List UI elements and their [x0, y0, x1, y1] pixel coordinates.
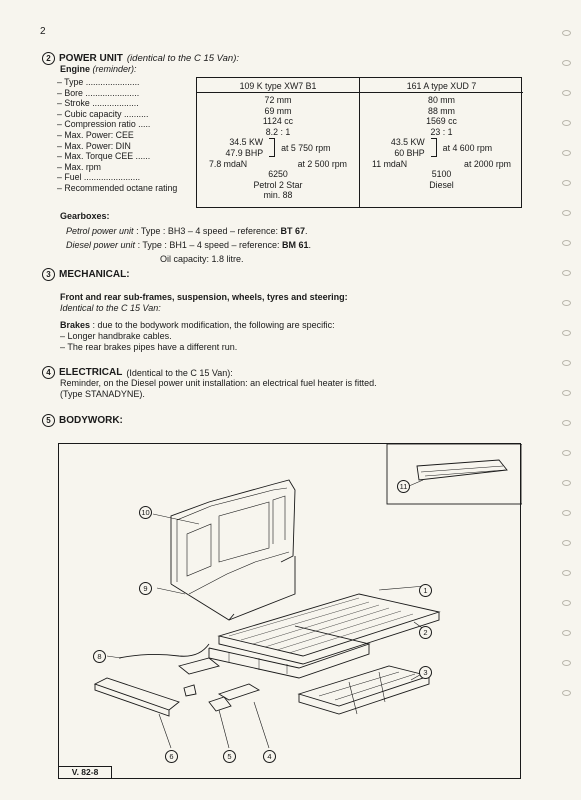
section-title: POWER UNIT: [59, 53, 123, 64]
binder-holes: [562, 30, 571, 720]
section-title: BODYWORK:: [59, 415, 123, 426]
electrical-line: Reminder, on the Diesel power unit installation: an electrical fuel heater is fitted.: [60, 378, 377, 388]
callout-5: 5: [223, 750, 236, 763]
callout-8: 8: [93, 650, 106, 663]
callout-2: 2: [419, 626, 432, 639]
engine-a-column: 109 K type XW7 B1 72 mm 69 mm 1124 cc 8.2 : 1 34.5 KW 47.9 BHP at 5 750 rpm 7.8 mdaN at 2 500 rpm 6250 Petrol 2 Star min. 88: [197, 78, 360, 207]
brakes-line: Brakes : due to the bodywork modification, the following are specific:: [60, 320, 335, 330]
callout-3: 3: [419, 666, 432, 679]
section-number-badge: 3: [42, 268, 55, 281]
page-number: 2: [40, 26, 46, 37]
section-mechanical-heading: [42, 268, 130, 281]
bodywork-exploded-diagram: [58, 443, 521, 779]
brakes-item: – Longer handbrake cables.: [60, 331, 172, 341]
section-number-badge: 4: [42, 366, 55, 379]
gearbox-diesel: Diesel power unit : Type : BH1 – 4 speed – reference: BM 61.: [66, 240, 312, 250]
electrical-line: (Type STANADYNE).: [60, 389, 145, 399]
section-bodywork-heading: [42, 414, 123, 427]
gearbox-petrol: Petrol power unit : Type : BH3 – 4 speed – reference: BT 67.: [66, 226, 308, 236]
callout-1: 1: [419, 584, 432, 597]
bodywork-drawing: [59, 444, 522, 780]
spec-labels: – Type ...................... – Bore ...................... – Stroke ................... – Cubic capacity .......... – Compression ratio ..... – Max. Power: CEE – Max. Power: DIN – Max. Torque CEE ...... – Max. rpm – Fuel ....................... – Recommended octane rating: [57, 77, 178, 193]
brakes-item: – The rear brakes pipes have a different run.: [60, 342, 238, 352]
callout-11: 11: [397, 480, 410, 493]
section-number-badge: 5: [42, 414, 55, 427]
figure-reference: V. 82-8: [58, 766, 112, 779]
callout-9: 9: [139, 582, 152, 595]
section-note: (Identical to the C 15 Van):: [126, 367, 233, 378]
section-title: ELECTRICAL: [59, 367, 123, 378]
mechanical-subheading: Front and rear sub-frames, suspension, wheels, tyres and steering:: [60, 292, 348, 302]
callout-10: 10: [139, 506, 152, 519]
mechanical-subnote: Identical to the C 15 Van:: [60, 303, 161, 313]
engine-b-column: 161 A type XUD 7 80 mm 88 mm 1569 cc 23 : 1 43.5 KW 60 BHP at 4 600 rpm 11 mdaN at 2000 rpm 5100 Diesel: [360, 78, 523, 207]
section-note: (identical to the C 15 Van):: [126, 53, 240, 64]
section-number-badge: 2: [42, 52, 55, 65]
callout-4: 4: [263, 750, 276, 763]
callout-6: 6: [165, 750, 178, 763]
gearboxes-heading: Gearboxes:: [60, 211, 110, 221]
section-title: MECHANICAL:: [59, 269, 130, 280]
oil-capacity: Oil capacity: 1.8 litre.: [160, 254, 244, 264]
engine-heading: Engine (reminder):: [60, 64, 137, 74]
engine-spec-table: [196, 77, 522, 208]
